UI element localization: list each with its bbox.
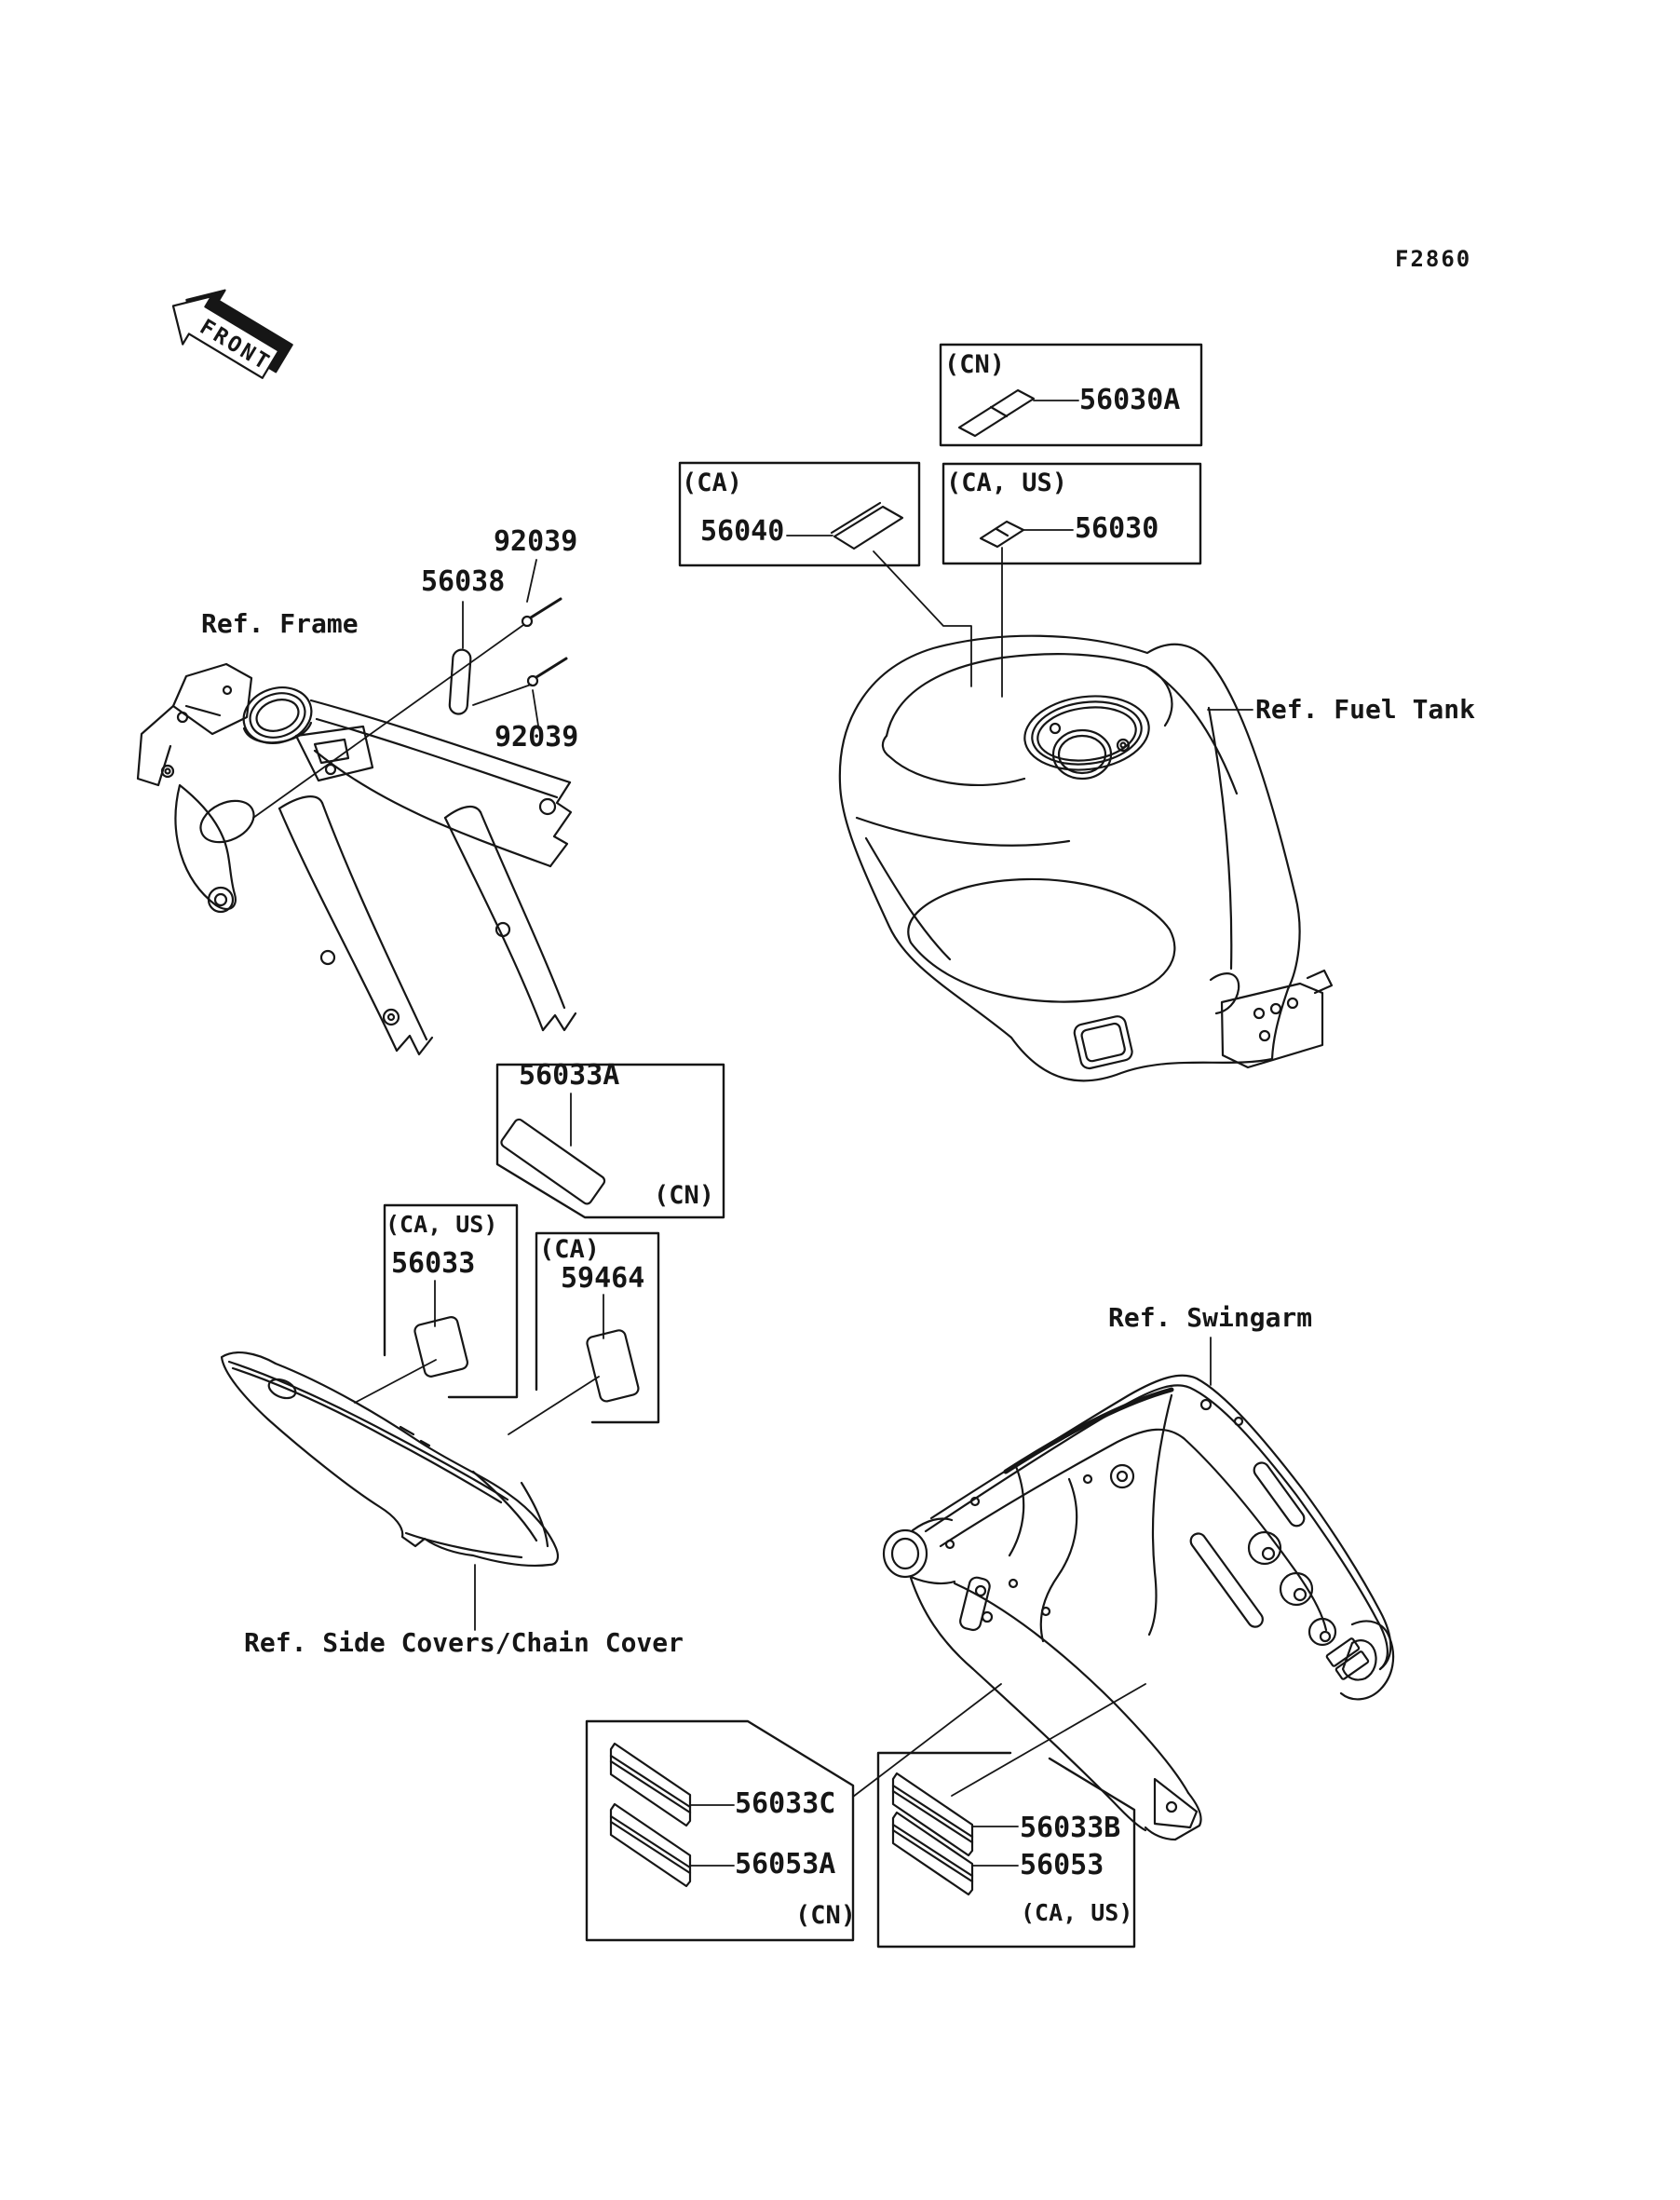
label-56030a-shape <box>959 390 1034 436</box>
striped-label-outline <box>611 1804 690 1886</box>
swingarm-slot <box>1252 1460 1307 1528</box>
label-56040-fold <box>832 503 880 533</box>
swingarm-slot <box>1188 1530 1266 1629</box>
front-arrow <box>158 272 298 393</box>
label-56033a-shape <box>499 1118 606 1205</box>
swingarm-drawing <box>884 1376 1393 1844</box>
tank-bottom-pad <box>1073 1014 1133 1069</box>
label-56030-fold <box>996 529 1008 536</box>
tank-bottom-pad <box>1080 1023 1126 1063</box>
striped-label-outline <box>611 1744 690 1826</box>
filler-bolt <box>1050 724 1060 733</box>
label-56030-shape <box>981 522 1023 547</box>
bolt-hole <box>321 951 334 964</box>
striped-label-outline <box>893 1813 972 1894</box>
bolt-hole <box>946 1541 954 1548</box>
swingarm-top-rim <box>931 1376 1390 1669</box>
rivet-shaft <box>531 599 561 618</box>
side-cover-top-stripe <box>233 1368 501 1502</box>
part-number-56033a: 56033A <box>519 1059 620 1092</box>
label-56040-shape <box>834 507 902 549</box>
label-56053-shape <box>893 1813 972 1894</box>
tank-side-recess <box>908 879 1174 1002</box>
part-number-56030: 56030 <box>1075 512 1159 545</box>
region-caus-tank: (CA, US) <box>946 469 1068 497</box>
frame-lightening-hole <box>194 793 260 850</box>
callout-box-frames <box>385 345 1201 1947</box>
side-cover-crease <box>473 1472 536 1541</box>
label-56038-shape <box>449 649 471 714</box>
rivet-shaft <box>536 659 566 677</box>
filler-opening <box>1053 730 1111 779</box>
bracket-hole <box>1260 1031 1269 1040</box>
ref-swingarm-label: Ref. Swingarm <box>1108 1302 1313 1333</box>
bolt-hole <box>388 1014 394 1020</box>
frame-leg-top-join <box>445 807 481 818</box>
part-number-56033c: 56033C <box>735 1787 836 1820</box>
ref-frame-label: Ref. Frame <box>201 608 359 639</box>
bolt-hole <box>1084 1475 1091 1483</box>
frame-leg-break <box>543 1013 576 1030</box>
swingarm-boss <box>1249 1532 1280 1564</box>
tank-top-panel <box>883 736 1024 785</box>
bolt-hole <box>166 769 170 774</box>
part-number-56040: 56040 <box>700 515 785 548</box>
pivot-tube <box>884 1530 927 1577</box>
frame-left-arm <box>176 785 236 909</box>
bolt-hole <box>326 765 335 774</box>
frame-top-bracket <box>173 664 251 734</box>
tank-side-line <box>857 818 1069 846</box>
front-marker-label: FRONT <box>195 315 276 376</box>
part-number-56038: 56038 <box>421 565 506 598</box>
side-cover-hole <box>266 1376 299 1402</box>
bolt-hole <box>1167 1802 1176 1812</box>
swingarm-boss <box>1294 1589 1306 1600</box>
pivot-tube <box>892 1539 918 1569</box>
bolt-hole <box>1201 1400 1211 1409</box>
region-ca-tank: (CA) <box>682 469 743 497</box>
pivot-boss <box>215 894 226 905</box>
part-number-92039-bottom: 92039 <box>495 721 579 754</box>
swingarm-top-edge <box>926 1385 1388 1669</box>
part-number-59464: 59464 <box>561 1262 645 1295</box>
frame-spar-bottom <box>315 751 550 866</box>
label-56053a-shape <box>611 1804 690 1886</box>
tank-bracket-tab <box>1307 971 1332 993</box>
tank-knee-contour <box>1146 667 1237 794</box>
ref-side-covers-label: Ref. Side Covers/Chain Cover <box>244 1627 684 1658</box>
label-56033b-shape <box>893 1773 972 1855</box>
region-cn-swingarm: (CN) <box>795 1901 857 1930</box>
bracket-crease <box>186 706 220 715</box>
region-cn-side: (CN) <box>654 1181 715 1210</box>
steering-head-ring <box>237 679 318 752</box>
engine-mount-slot <box>315 740 348 763</box>
region-ca-side: (CA) <box>539 1235 601 1264</box>
part-number-92039-top: 92039 <box>494 525 578 558</box>
bolt-hole <box>384 1010 399 1025</box>
region-caus-swingarm: (CA, US) <box>1021 1899 1133 1926</box>
leader-pin2-to-label <box>473 685 531 705</box>
cross-brace <box>1041 1479 1077 1641</box>
part-number-56033: 56033 <box>391 1247 476 1280</box>
frame-leg-top-join <box>279 796 322 808</box>
swingarm-boss <box>1263 1548 1274 1559</box>
part-number-56033b: 56033B <box>1020 1812 1121 1844</box>
leader-59464-to-cover <box>508 1377 599 1434</box>
bolt-hole <box>540 799 555 814</box>
bracket-hole <box>1254 1009 1264 1018</box>
rivet-92039-top <box>522 599 561 626</box>
region-cn-top: (CN) <box>944 350 1006 379</box>
bolt-hole <box>982 1612 992 1622</box>
pivot-bolt <box>1118 1472 1127 1481</box>
cross-brace <box>1009 1464 1023 1555</box>
swingarm-boss <box>1321 1632 1330 1641</box>
pivot-bolt <box>1111 1465 1133 1487</box>
striped-label-outline <box>893 1773 972 1855</box>
part-number-56053: 56053 <box>1020 1849 1104 1881</box>
pivot-boss-edge <box>911 1577 955 1583</box>
swingarm-tab <box>1335 1650 1369 1679</box>
bolt-hole <box>976 1586 985 1596</box>
bracket-hole <box>1271 1004 1280 1013</box>
label-56033c-shape <box>611 1744 690 1826</box>
pivot-boss-edge <box>913 1518 952 1530</box>
bolt-hole <box>162 766 173 777</box>
filler-bolt <box>1121 743 1126 748</box>
label-56033-shape <box>413 1316 468 1378</box>
label-56030a-fold <box>991 407 1007 416</box>
leader-92039-top <box>527 560 536 602</box>
label-59464-shape <box>586 1329 640 1403</box>
frame-spar-break-edge <box>550 782 571 866</box>
leader-56040-to-tank <box>874 551 971 686</box>
tank-rear-seam <box>1209 708 1231 969</box>
ref-fuel-tank-label: Ref. Fuel Tank <box>1255 694 1476 725</box>
bolt-hole <box>178 713 187 722</box>
part-number-56053a: 56053A <box>735 1848 836 1881</box>
region-caus-side: (CA, US) <box>386 1211 498 1238</box>
tank-bracket-hook <box>1211 973 1239 1013</box>
bolt-hole <box>1235 1418 1242 1425</box>
bolt-hole <box>224 686 231 694</box>
bolt-hole <box>1009 1580 1017 1587</box>
rivet-92039-bottom <box>528 659 566 686</box>
chain-guard-bracket <box>958 1576 991 1632</box>
part-number-56030a: 56030A <box>1079 384 1181 416</box>
bracket-hole <box>1288 998 1297 1008</box>
filler-ring <box>1035 702 1139 767</box>
tank-outline <box>840 636 1300 1081</box>
figure-code: F2860 <box>1395 246 1472 272</box>
filler-opening <box>1059 736 1105 773</box>
